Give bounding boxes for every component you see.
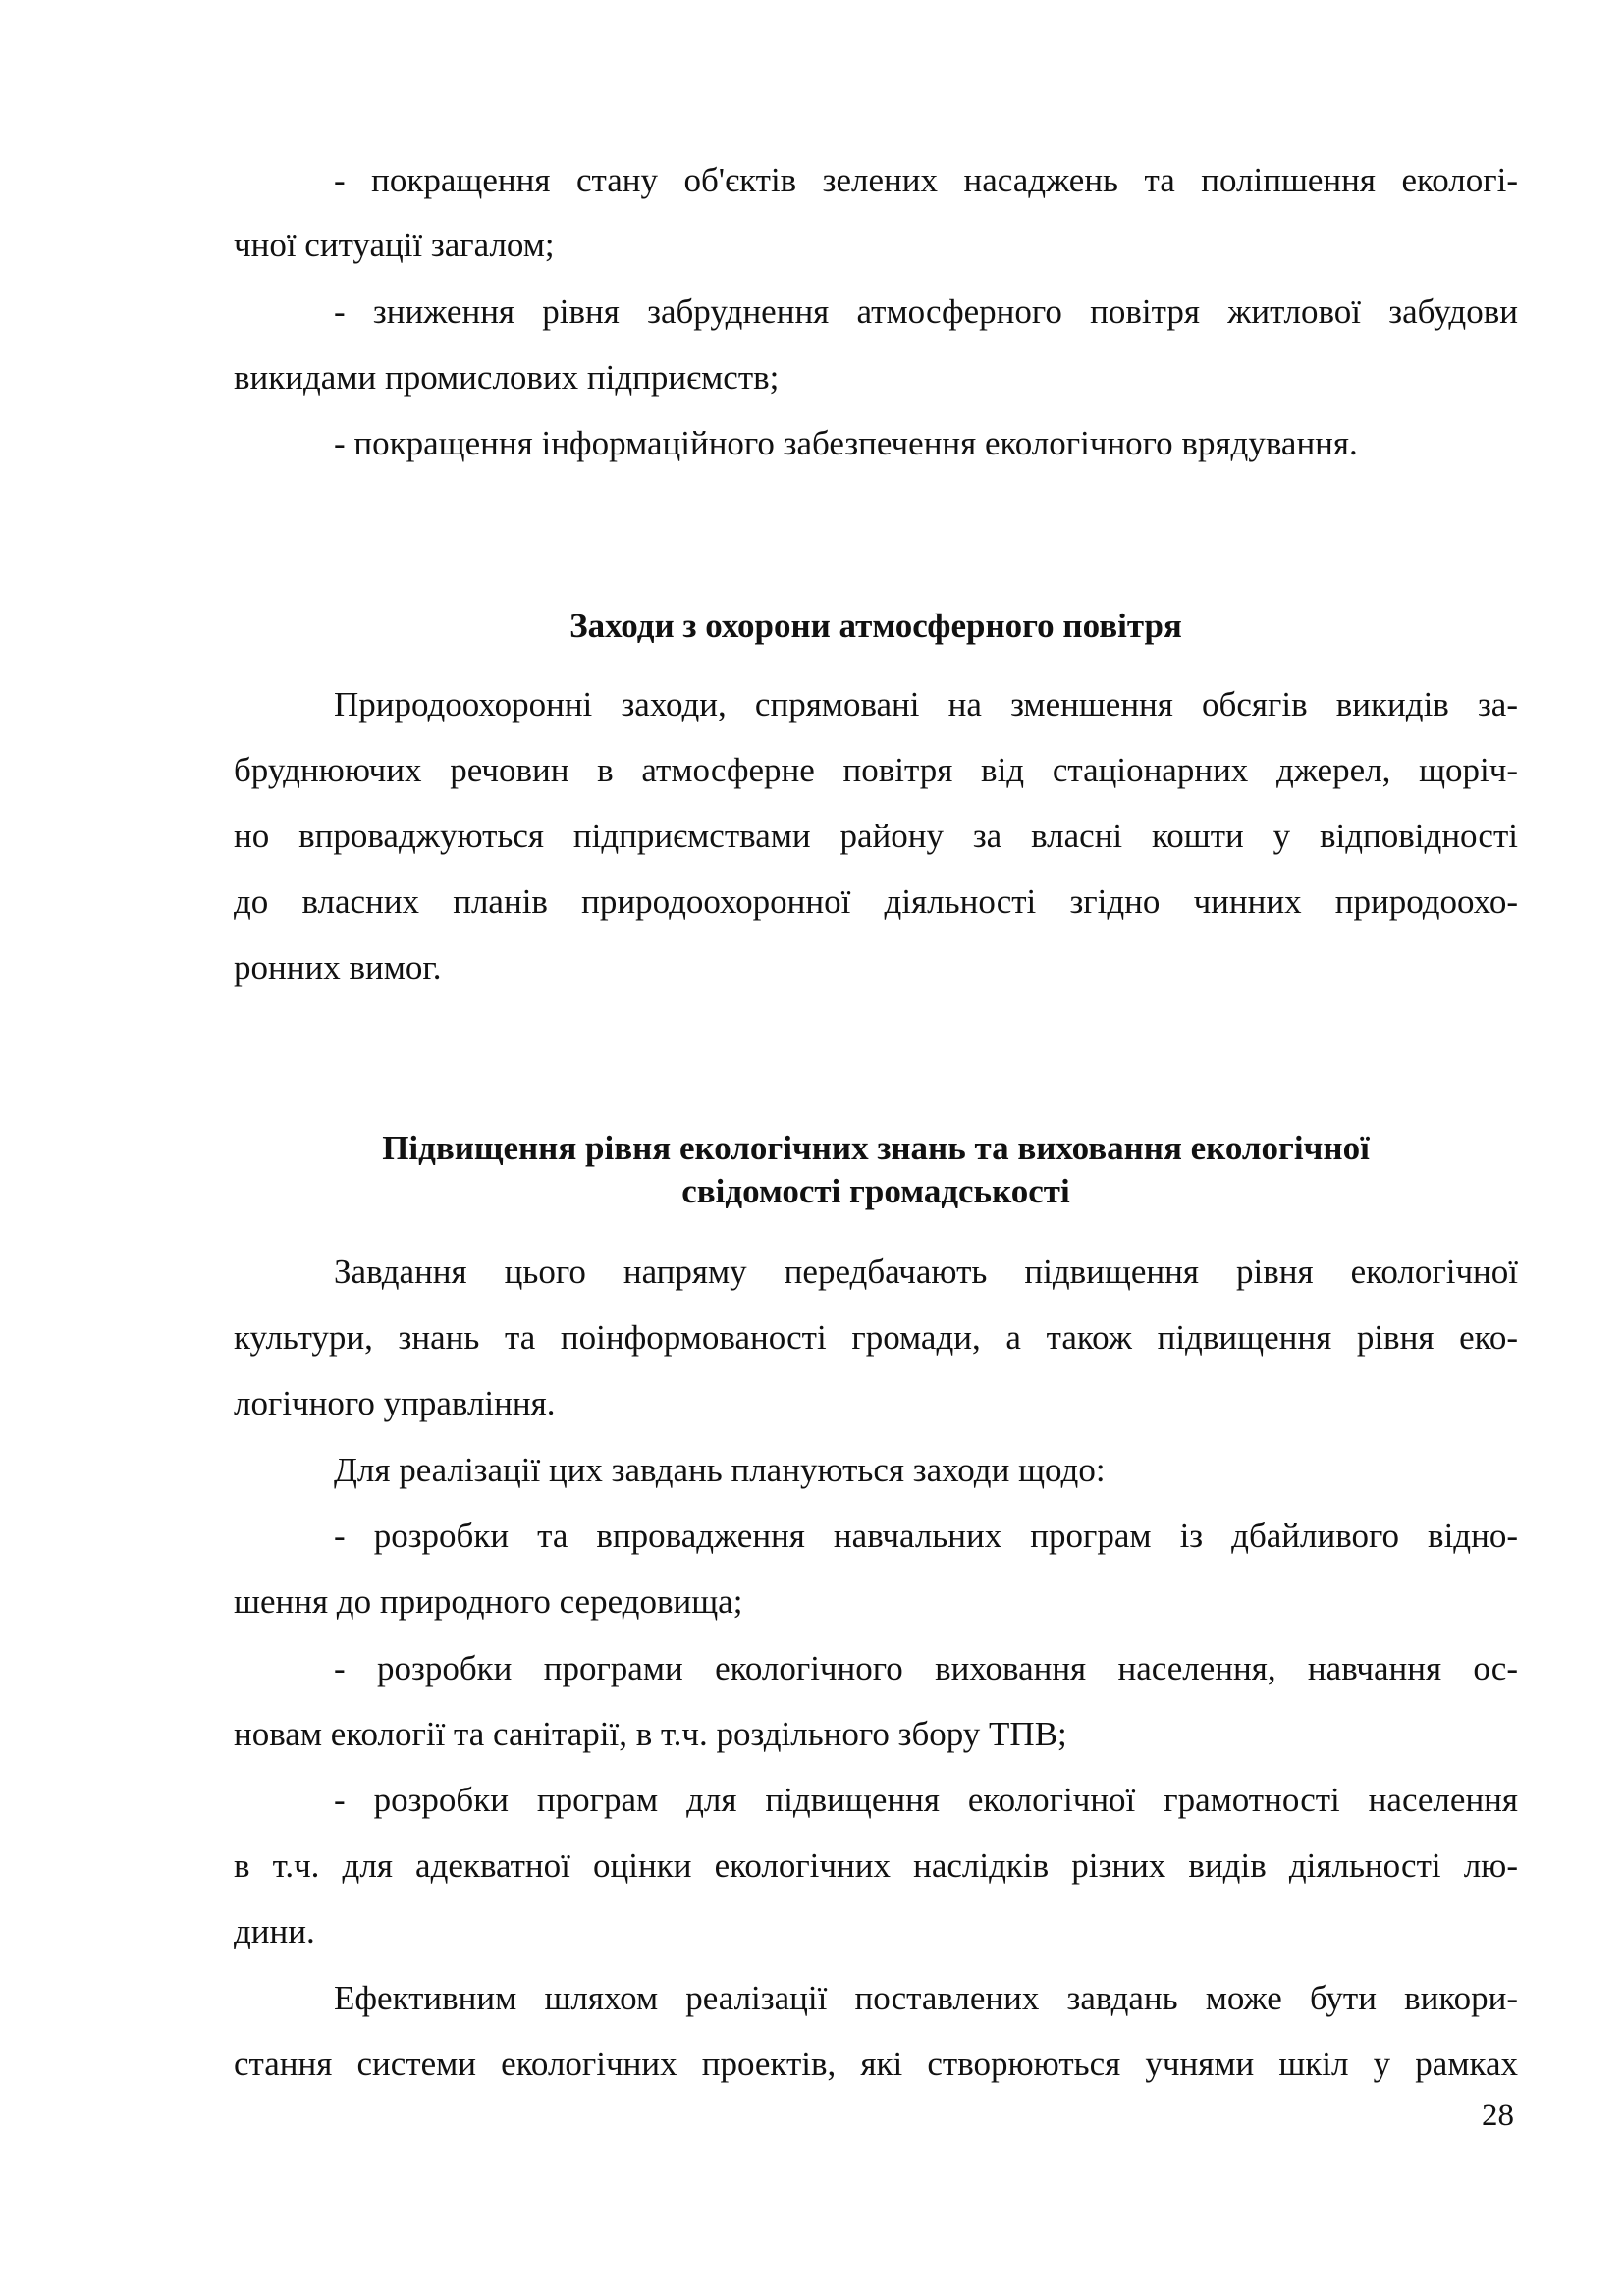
page-number: 28: [1482, 2098, 1514, 2133]
section-heading: Заходи з охорони атмосферного повітря: [569, 607, 1182, 645]
paragraph-line: стання системи екологічних проектів, які створюються учнями шкіл у рамках: [234, 2045, 1518, 2083]
list-item-continuation: в т.ч. для адекватної оцінки екологічних наслідків різних видів діяльності лю-: [234, 1846, 1518, 1885]
paragraph-line: логічного управління.: [234, 1384, 556, 1422]
paragraph-line: Для реалізації цих завдань плануються заходи щодо:: [334, 1451, 1106, 1489]
list-item: - зниження рівня забруднення атмосферного повітря житлової забудови: [334, 293, 1518, 331]
paragraph-line: Природоохоронні заходи, спрямовані на зменшення обсягів викидів за-: [334, 685, 1518, 723]
paragraph-line: бруднюючих речовин в атмосферне повітря від стаціонарних джерел, щоріч-: [234, 751, 1518, 789]
list-item-continuation: новам екології та санітарії, в т.ч. роздільного збору ТПВ;: [234, 1715, 1067, 1753]
section-heading: Підвищення рівня екологічних знань та виховання екологічної: [382, 1129, 1370, 1167]
section-heading-line2: свідомості громадськості: [681, 1172, 1070, 1210]
paragraph-line: Ефективним шляхом реалізації поставлених завдань може бути викори-: [334, 1979, 1518, 2017]
list-item-continuation: шення до природного середовища;: [234, 1582, 743, 1621]
list-item: - розробки та впровадження навчальних програм із дбайливого відно-: [334, 1517, 1518, 1555]
paragraph-line: Завдання цього напряму передбачають підвищення рівня екологічної: [334, 1253, 1518, 1291]
list-item-continuation: чної ситуації загалом;: [234, 226, 555, 264]
list-item: - покращення інформаційного забезпечення екологічного врядування.: [334, 424, 1358, 462]
paragraph-line: ронних вимог.: [234, 948, 442, 987]
list-item: - розробки програми екологічного виховання населення, навчання ос-: [334, 1649, 1518, 1687]
list-item-continuation: дини.: [234, 1912, 315, 1950]
list-item-continuation: викидами промислових підприємств;: [234, 358, 780, 397]
paragraph-line: но впроваджуються підприємствами району за власні кошти у відповідності: [234, 817, 1518, 855]
list-item: - розробки програм для підвищення екологічної грамотності населення: [334, 1781, 1518, 1819]
paragraph-line: до власних планів природоохоронної діяльності згідно чинних природоохо-: [234, 882, 1518, 921]
list-item: - покращення стану об'єктів зелених насаджень та поліпшення екологі-: [334, 161, 1518, 199]
paragraph-line: культури, знань та поінформованості громади, а також підвищення рівня еко-: [234, 1318, 1518, 1357]
